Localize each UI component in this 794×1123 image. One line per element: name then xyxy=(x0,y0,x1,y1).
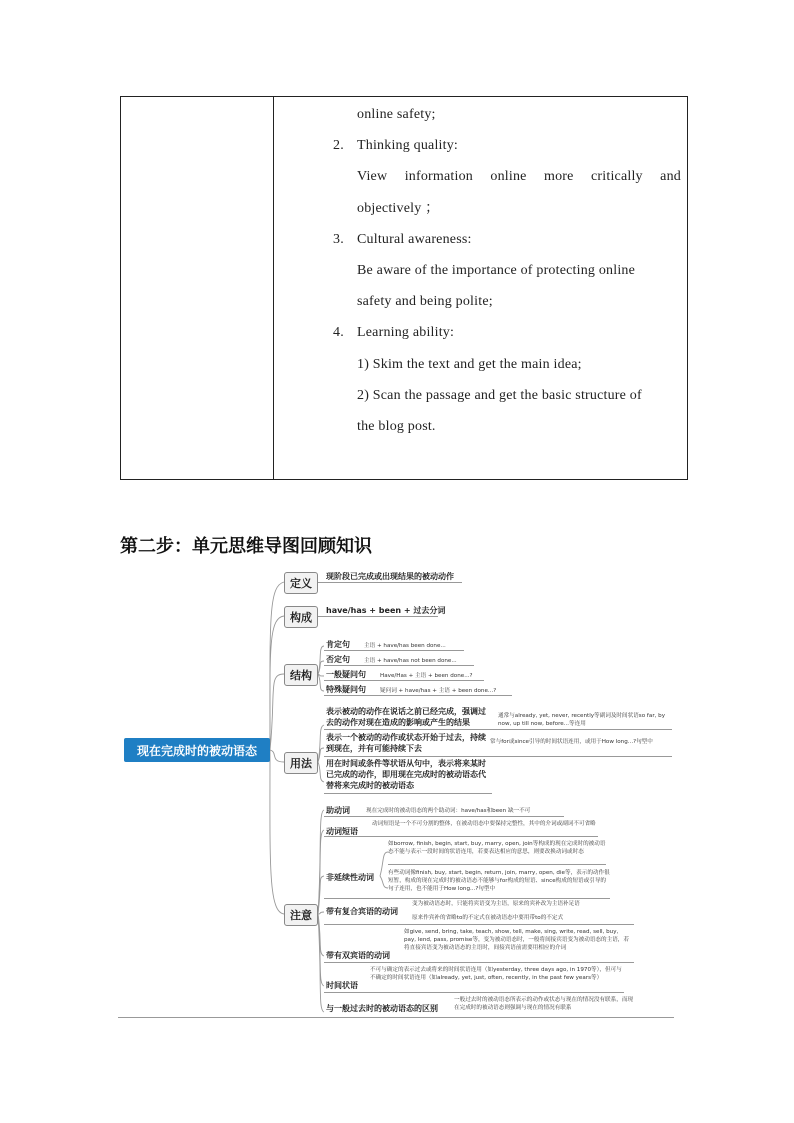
branch-line xyxy=(324,650,464,651)
note-text: 原来作宾补的省略to的不定式在被动语态中要用带to的不定式 xyxy=(412,915,564,921)
note-name: 与一般过去时的被动语态的区别 xyxy=(326,1004,438,1013)
text-line: Be aware of the importance of protecting online xyxy=(357,263,636,278)
formation-text: have/has + been + 过去分词 xyxy=(326,606,446,615)
note-name: 非延续性动词 xyxy=(326,873,374,882)
usage-item: 表示被动的动作在说话之前已经完成，强调过去的动作对现在造成的影响或产生的结果 xyxy=(326,707,486,727)
definition-text: 现阶段已完成或出现结果的被动动作 xyxy=(326,572,454,581)
branch-line xyxy=(388,864,606,865)
text-line: 2) Scan the passage and get the basic structure of xyxy=(357,388,642,403)
text-line: online safety; xyxy=(357,107,436,122)
usage-note: 通常与already, yet, never, recently等副词及时间状语so far, by now, up till now, before...等连用 xyxy=(498,713,666,727)
branch-line xyxy=(324,729,672,730)
central-topic: 现在完成时的被动语态 xyxy=(124,738,270,762)
note-text: 变为被动语态时，只能将宾语变为主语，原来的宾补改为主语补足语 xyxy=(412,901,580,907)
objectives-table xyxy=(120,96,688,480)
definition-node: 定义 xyxy=(284,572,318,594)
note-text: 如give, send, bring, take, teach, show, tell, make, sing, write, read, sell, buy, pay, lend, pass, promise等，变为被动语态时，一般将间接宾语变为被动语态的主语，若将直接宾语变为被动语态的主语时，间接宾语前需要用相应的介词 xyxy=(404,929,629,951)
branch-line xyxy=(318,616,438,617)
note-text: 动词短语是一个不可分割的整体，在被动语态中要保持完整性，其中的介词或副词不可省略 xyxy=(372,821,596,827)
note-name: 助动词 xyxy=(326,806,350,815)
structure-item-name: 一般疑问句 xyxy=(326,670,366,679)
note-text: 一般过去时的被动语态所表示的动作或状态与现在的情况没有联系，而现在完成时的被动语态则强调与现在的情况有联系 xyxy=(454,997,634,1011)
text-line: safety and being polite; xyxy=(357,294,493,309)
branch-line xyxy=(324,924,634,925)
note-name: 时间状语 xyxy=(326,981,358,990)
structure-item-name: 肯定句 xyxy=(326,640,350,649)
branch-line xyxy=(324,665,474,666)
word: critically xyxy=(591,169,643,184)
word: online xyxy=(490,169,527,184)
note-name: 带有双宾语的动词 xyxy=(326,951,390,960)
text-line-justified xyxy=(357,161,681,192)
item-number: 4. xyxy=(333,325,344,340)
mind-map xyxy=(118,562,678,1022)
item-heading: Learning ability: xyxy=(357,325,455,340)
table-column-divider xyxy=(273,97,274,479)
word: and xyxy=(660,169,681,184)
usage-node: 用法 xyxy=(284,752,318,774)
note-name: 带有复合宾语的动词 xyxy=(326,907,398,916)
item-heading: Thinking quality: xyxy=(357,138,459,153)
structure-item-text: 主语 + have/has not been done... xyxy=(364,658,457,664)
structure-item-name: 否定句 xyxy=(326,655,350,664)
branch-line xyxy=(324,816,564,817)
mind-map-bottom-rule xyxy=(118,1017,674,1018)
note-name: 动词短语 xyxy=(326,827,358,836)
section-heading: 第二步：单元思维导图回顾知识 xyxy=(120,536,372,557)
structure-node: 结构 xyxy=(284,664,318,686)
word: View xyxy=(357,169,388,184)
structure-item-text: 疑问词 + have/has + 主语 + been done...? xyxy=(380,688,497,694)
note-text: 现在完成时的被动语态的两个助动词：have/has和been 缺一不可 xyxy=(366,808,531,814)
notes-node: 注意 xyxy=(284,904,318,926)
branch-line xyxy=(318,582,462,583)
usage-note: 常与for或since引导的时间状语连用，或用于How long...?句型中 xyxy=(490,739,653,745)
formation-node: 构成 xyxy=(284,606,318,628)
branch-line xyxy=(324,836,598,837)
note-text: 有些动词像finish, buy, start, begin, return, join, marry, open, die等，表示的动作很短暂，构成的现在完成时的被动语态不能够与for构成的短语、since构成的短语或引导的句子连用，也不能用于How long...?句型中 xyxy=(388,870,610,892)
structure-item-text: 主语 + have/has been done... xyxy=(364,643,446,649)
mind-map-connectors xyxy=(118,562,678,1022)
word: more xyxy=(544,169,574,184)
branch-line xyxy=(324,898,610,899)
usage-item: 表示一个被动的动作或状态开始于过去，持续到现在，并有可能持续下去 xyxy=(326,733,486,753)
note-text: 如borrow, finish, begin, start, buy, marry, open, join等构成的现在完成时的被动语态不能与表示一段时间的状语连用，若要表达相应的意思，则要改换动词或时态 xyxy=(388,841,606,855)
branch-line xyxy=(324,992,624,993)
branch-line xyxy=(324,680,484,681)
text-line: objectively ； xyxy=(357,201,440,216)
branch-line xyxy=(324,756,672,757)
item-number: 2. xyxy=(333,138,344,153)
item-heading: Cultural awareness: xyxy=(357,232,472,247)
structure-item-text: Have/Has + 主语 + been done...? xyxy=(380,673,473,679)
word: information xyxy=(404,169,473,184)
text-line: the blog post. xyxy=(357,419,436,434)
branch-line xyxy=(324,962,634,963)
usage-item: 用在时间或条件等状语从句中，表示将来某时已完成的动作，即用现在完成时的被动语态代替将来完成时的被动语态 xyxy=(326,759,486,790)
item-number: 3. xyxy=(333,232,344,247)
text-line: 1) Skim the text and get the main idea; xyxy=(357,357,582,372)
structure-item-name: 特殊疑问句 xyxy=(326,685,366,694)
branch-line xyxy=(324,793,492,794)
note-text: 不可与确定的表示过去或将来的时间状语连用（如yesterday, three days ago, in 1970等），但可与不确定的时间状语连用（如already, yet, just, often, recently, in the past few years等） xyxy=(370,967,622,981)
branch-line xyxy=(324,695,512,696)
